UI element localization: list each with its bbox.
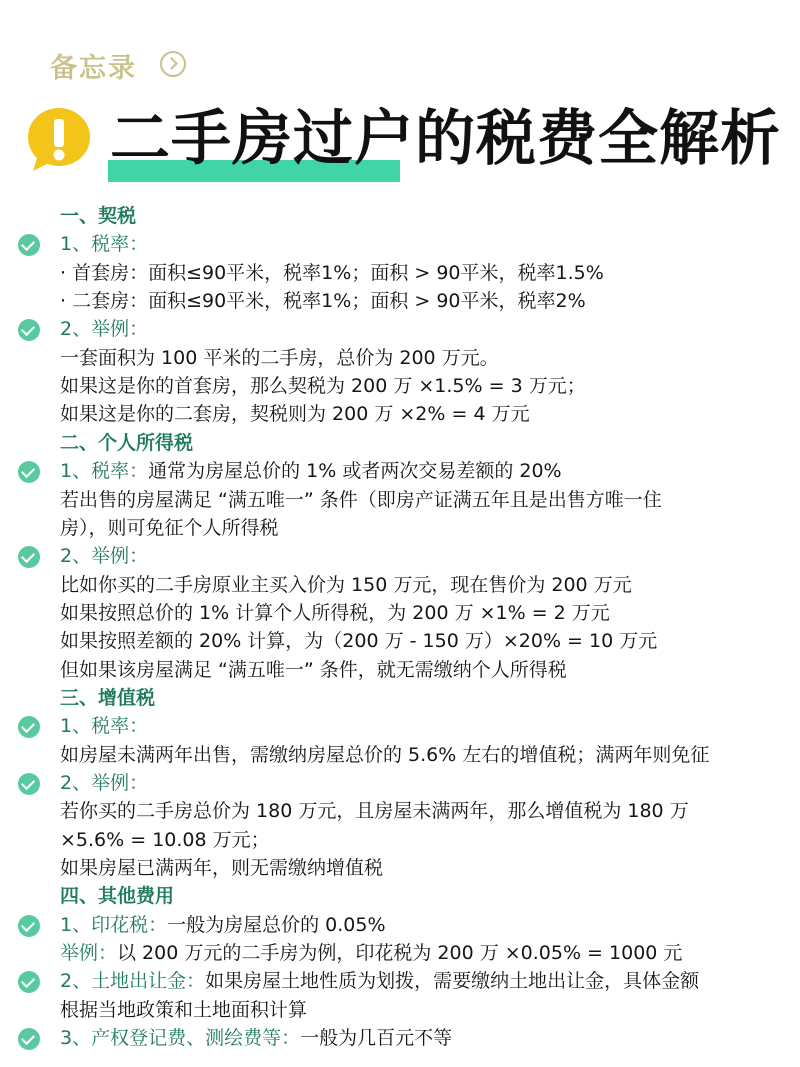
list-item xyxy=(60,1024,452,1052)
item-text: 一般为房屋总价的 0.05% xyxy=(167,913,386,936)
check-icon xyxy=(18,971,40,993)
page-title: 二手房过户的税费全解析 xyxy=(110,104,781,174)
subsection-heading: 2、举例： xyxy=(60,318,149,341)
list-item xyxy=(60,457,562,485)
body-text: 房），则可免征个人所得税 xyxy=(60,516,279,539)
check-icon xyxy=(18,716,40,738)
list-item xyxy=(60,967,699,995)
item-text: 如果房屋土地性质为划拨，需要缴纳土地出让金，具体金额 xyxy=(205,970,700,993)
list-item xyxy=(60,939,682,967)
check-icon xyxy=(18,773,40,795)
list-item xyxy=(60,911,386,939)
item-heading: 3、产权登记费、测绘费等： xyxy=(60,1027,301,1050)
body-text: 一套面积为 100 平米的二手房，总价为 200 万元。 xyxy=(60,346,499,369)
item-heading: 1、税率： xyxy=(60,460,149,483)
body-text: 若你买的二手房总价为 180 万元，且房屋未满两年，那么增值税为 180 万 xyxy=(60,800,689,823)
item-heading: 1、印花税： xyxy=(60,913,168,936)
body-text: · 二套房：面积≤90平米，税率1%；面积 > 90平米，税率2% xyxy=(60,290,586,313)
exclamation-icon xyxy=(24,104,94,174)
body-text: 如果按照差额的 20% 计算，为（200 万 - 150 万）×20% = 10 万元 xyxy=(60,630,658,653)
body-text: 如果房屋已满两年，则无需缴纳增值税 xyxy=(60,857,384,880)
item-text: 一般为几百元不等 xyxy=(300,1027,453,1050)
section-heading: 二、个人所得税 xyxy=(60,431,194,454)
check-icon xyxy=(18,915,40,937)
body-text: 但如果该房屋满足 “满五唯一” 条件，就无需缴纳个人所得税 xyxy=(60,658,567,681)
item-heading: 2、土地出让金： xyxy=(60,970,206,993)
check-icon xyxy=(18,1028,40,1050)
header xyxy=(0,0,800,200)
body-text: 如果这是你的首套房，那么契税为 200 万 ×1.5% = 3 万元； xyxy=(60,375,586,398)
check-icon xyxy=(18,546,40,568)
body-text: 如果这是你的二套房，契税则为 200 万 ×2% = 4 万元 xyxy=(60,403,530,426)
check-icon xyxy=(18,461,40,483)
body-text: · 首套房：面积≤90平米，税率1%；面积 > 90平米，税率1.5% xyxy=(60,261,604,284)
chevron-right-icon[interactable] xyxy=(160,51,186,77)
subsection-heading: 2、举例： xyxy=(60,545,149,568)
body-text: 若出售的房屋满足 “满五唯一” 条件（即房产证满五年且是出售方唯一住 xyxy=(60,488,662,511)
subsection-heading: 1、税率： xyxy=(60,233,149,256)
item-heading: 举例： xyxy=(60,942,118,965)
body-text: 比如你买的二手房原业主买入价为 150 万元，现在售价为 200 万元 xyxy=(60,573,632,596)
check-icon xyxy=(18,234,40,256)
body-text: 如房屋未满两年出售，需缴纳房屋总价的 5.6% 左右的增值税；满两年则免征 xyxy=(60,743,710,766)
section-heading: 一、契税 xyxy=(60,205,137,227)
section-heading: 四、其他费用 xyxy=(60,885,175,908)
section-heading: 三、增值税 xyxy=(60,686,156,709)
memo-label: 备忘录 xyxy=(50,53,137,84)
subsection-heading: 1、税率： xyxy=(60,715,149,738)
subsection-heading: 2、举例： xyxy=(60,772,149,794)
body-text: ×5.6% = 10.08 万元； xyxy=(60,828,270,851)
item-text: 以 200 万元的二手房为例，印花税为 200 万 ×0.05% = 1000 元 xyxy=(117,942,683,965)
check-icon xyxy=(18,319,40,341)
body-text: 如果按照总价的 1% 计算个人所得税，为 200 万 ×1% = 2 万元 xyxy=(60,601,610,624)
body-text: 根据当地政策和土地面积计算 xyxy=(60,998,308,1021)
item-text: 通常为房屋总价的 1% 或者两次交易差额的 20% xyxy=(148,460,562,483)
